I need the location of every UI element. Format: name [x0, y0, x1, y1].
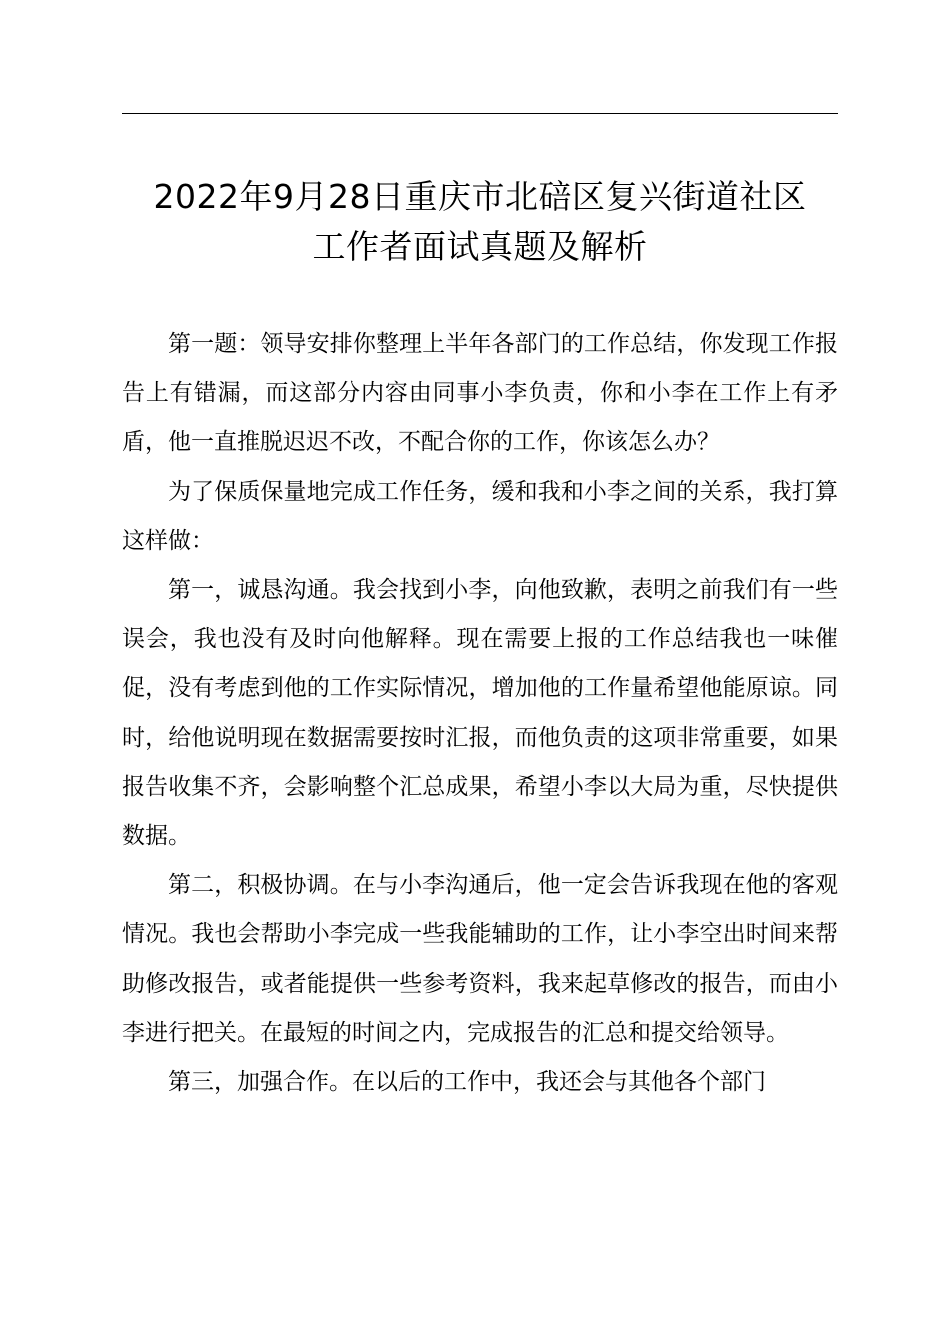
document-body: [122, 320, 838, 1107]
header-rule: [122, 113, 838, 114]
paragraph-intro: 为了保质保量地完成工作任务，缓和我和小李之间的关系，我打算这样做：: [122, 478, 838, 554]
paragraph-point-1: 第一，诚恳沟通。我会找到小李，向他致歉，表明之前我们有一些误会，我也没有及时向他解释。现在需要上报的工作总结我也一味催促，没有考虑到他的工作实际情况，增加他的工作量希望他能原谅。同时，给他说明现在数据需要按时汇报，而他负责的这项非常重要，如果报告收集不齐，会影响整个汇总成果，希望小李以大局为重，尽快提供数据。: [122, 577, 838, 850]
document-title: [110, 172, 850, 272]
paragraph-point-2: 第二，积极协调。在与小李沟通后，他一定会告诉我现在他的客观情况。我也会帮助小李完成一些我能辅助的工作，让小李空出时间来帮助修改报告，或者能提供一些参考资料，我来起草修改的报告，而由小李进行把关。在最短的时间之内，完成报告的汇总和提交给领导。: [122, 872, 838, 1046]
title-line-2: 工作者面试真题及解析: [312, 227, 648, 266]
paragraph-question: 第一题：领导安排你整理上半年各部门的工作总结，你发现工作报告上有错漏，而这部分内容由同事小李负责，你和小李在工作上有矛盾，他一直推脱迟迟不改，不配合你的工作，你该怎么办？: [122, 331, 838, 456]
paragraph-point-3: 第三，加强合作。在以后的工作中，我还会与其他各个部门: [168, 1069, 766, 1096]
title-line-1: 2022年9月28日重庆市北碚区复兴街道社区: [153, 177, 807, 216]
